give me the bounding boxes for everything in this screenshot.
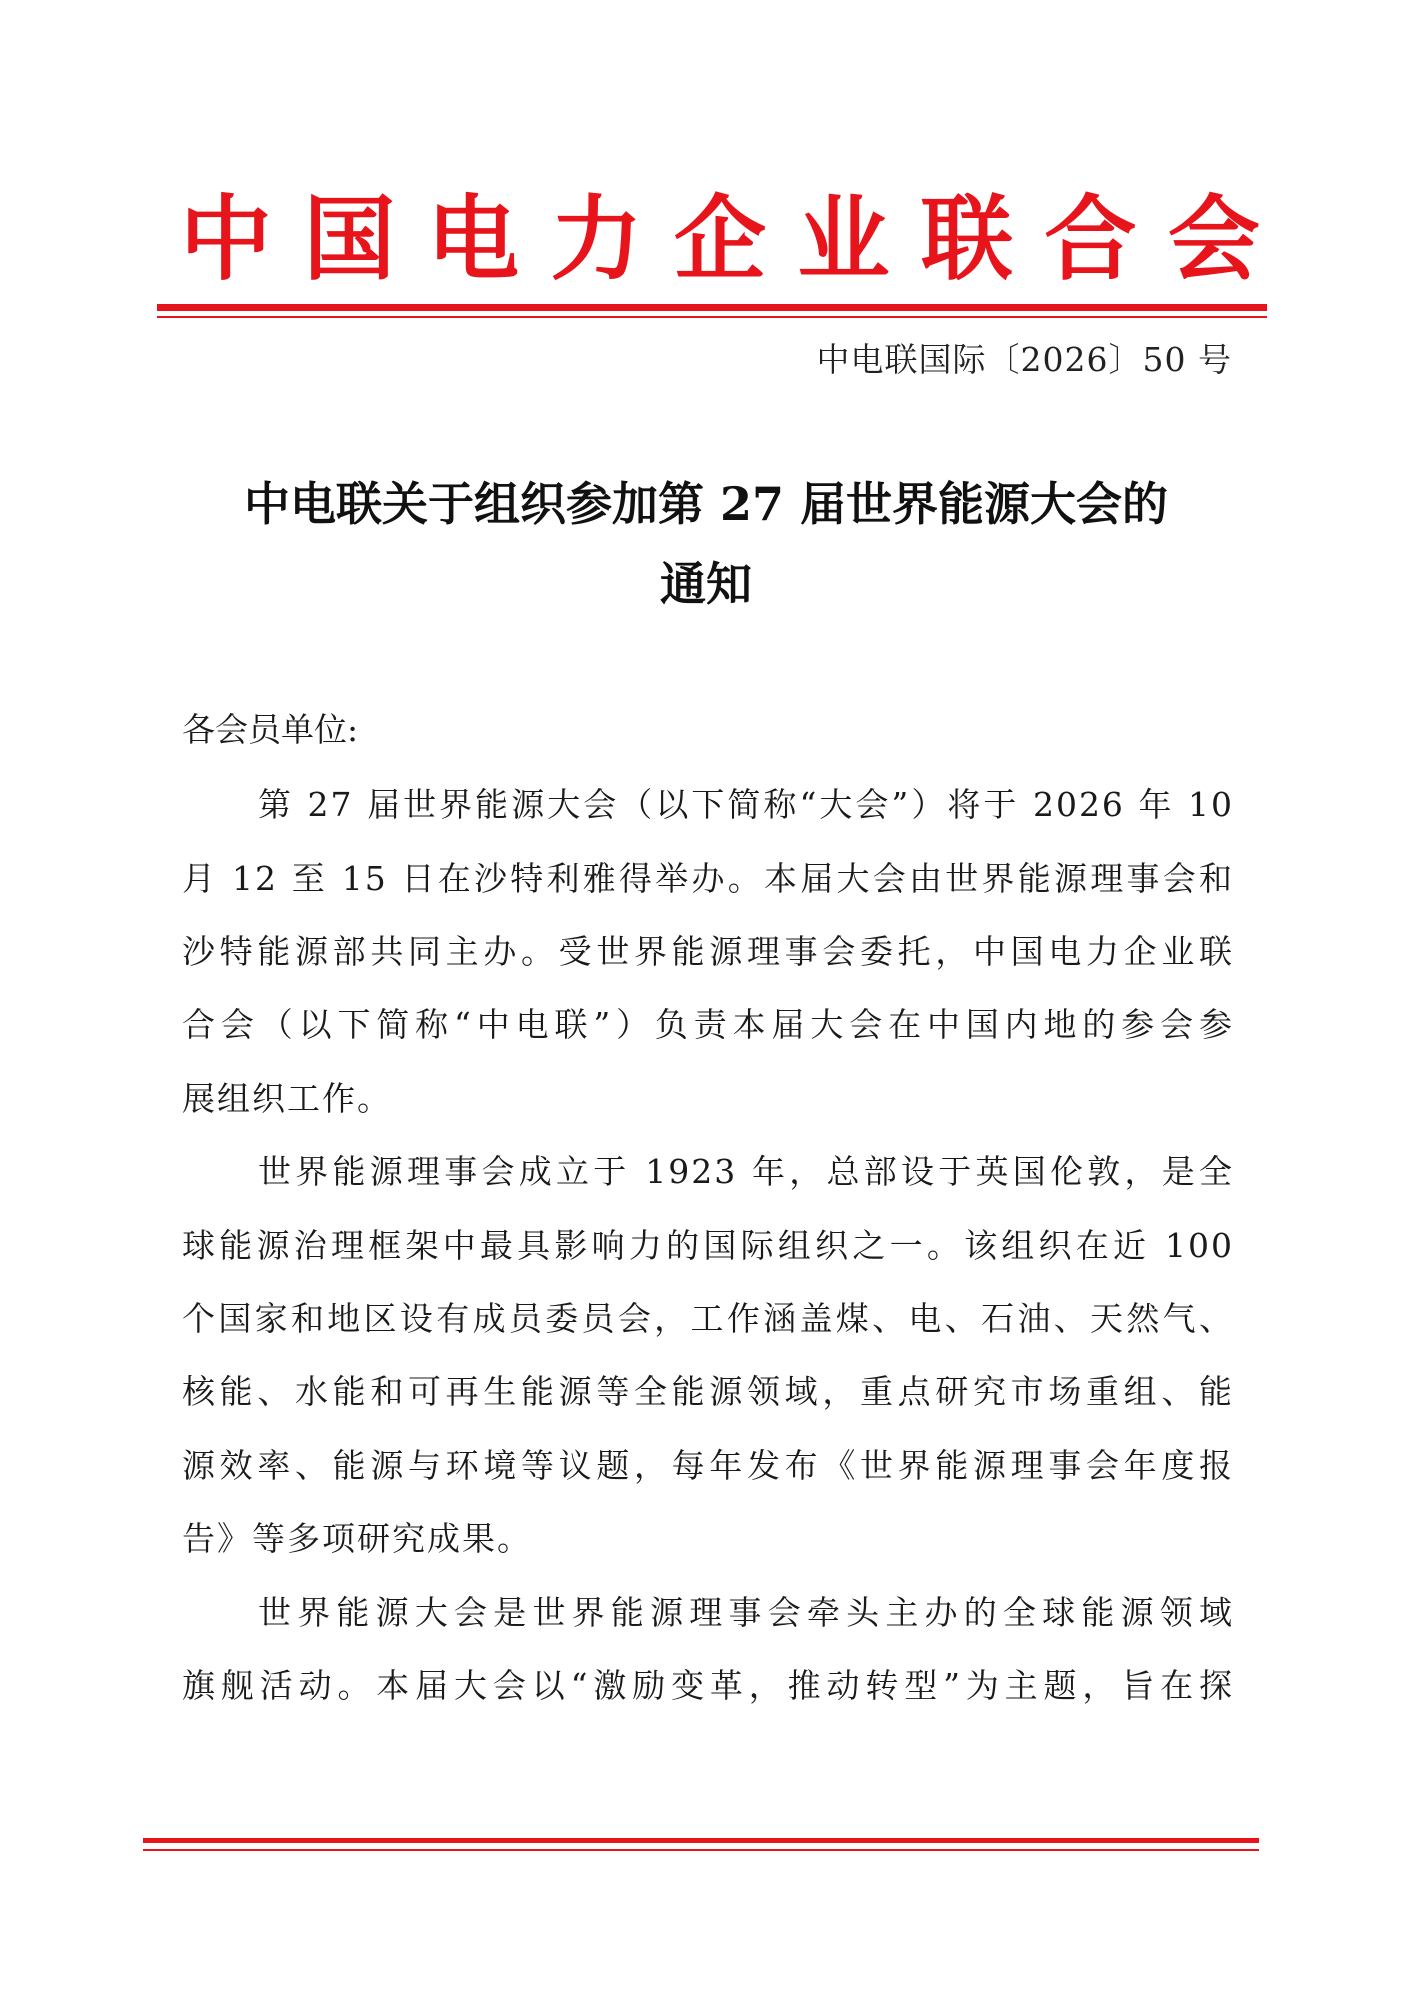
body-line: 展组织工作。 <box>182 1079 392 1118</box>
greeting: 各会员单位: <box>182 710 359 749</box>
body-line: 告》等多项研究成果。 <box>182 1519 532 1558</box>
letterhead-rule-thin <box>157 316 1267 318</box>
body-line: 第 27 届世界能源大会（以下简称“大会”）将于 2026 年 10 <box>258 785 1234 824</box>
org-name-char: 企 <box>673 186 766 293</box>
footer-rule-thin <box>143 1849 1259 1851</box>
body-line: 世界能源理事会成立于 1923 年，总部设于英国伦敦，是全 <box>258 1152 1234 1191</box>
org-name-char: 会 <box>1167 186 1260 293</box>
document-number: 中电联国际〔2026〕50 号 <box>816 340 1232 379</box>
body-line: 月 12 至 15 日在沙特利雅得举办。本届大会由世界能源理事会和 <box>182 859 1234 898</box>
body-line: 世界能源大会是世界能源理事会牵头主办的全球能源领域 <box>258 1593 1234 1632</box>
document-title-line-1: 中电联关于组织参加第 27 届世界能源大会的 <box>243 477 1169 531</box>
org-name-char: 中 <box>180 186 273 293</box>
org-name-char: 力 <box>550 186 643 293</box>
org-name-char: 国 <box>303 186 396 293</box>
body-line: 沙特能源部共同主办。受世界能源理事会委托，中国电力企业联 <box>182 932 1234 971</box>
body-line: 个国家和地区设有成员委员会，工作涵盖煤、电、石油、天然气、 <box>182 1299 1234 1338</box>
document-title-line-2: 通知 <box>660 557 752 611</box>
org-name-char: 联 <box>920 186 1013 293</box>
org-name-char: 合 <box>1044 186 1137 293</box>
org-name-char: 电 <box>426 186 519 293</box>
body-line: 源效率、能源与环境等议题，每年发布《世界能源理事会年度报 <box>182 1446 1234 1485</box>
body-line: 核能、水能和可再生能源等全能源领域，重点研究市场重组、能 <box>182 1372 1234 1411</box>
footer-rule-thick <box>143 1838 1259 1843</box>
org-name-char: 业 <box>797 186 890 293</box>
letterhead-rule-thick <box>157 304 1267 311</box>
body-line: 旗舰活动。本届大会以“激励变革，推动转型”为主题，旨在探 <box>182 1666 1234 1705</box>
body-line: 球能源治理框架中最具影响力的国际组织之一。该组织在近 100 <box>182 1226 1234 1265</box>
body-line: 合会（以下简称“中电联”）负责本届大会在中国内地的参会参 <box>182 1005 1234 1044</box>
letterhead-org-name <box>180 180 1260 300</box>
